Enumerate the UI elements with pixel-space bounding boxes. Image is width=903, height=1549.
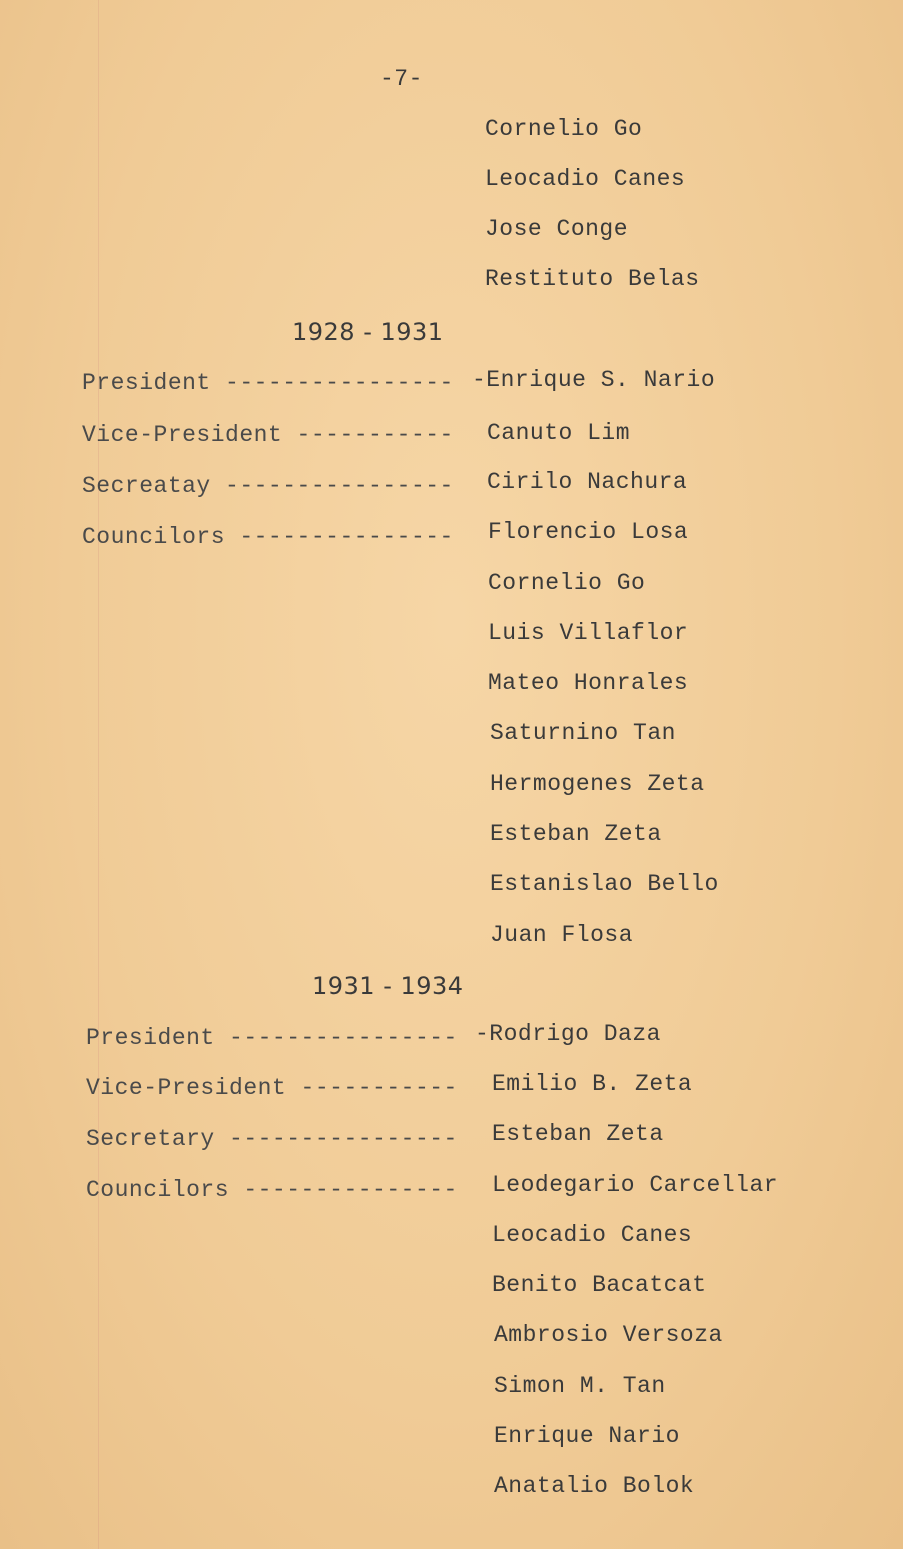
name-line: Leocadio Canes bbox=[485, 166, 686, 192]
secretary-label: Secreatay ---------------- bbox=[82, 473, 454, 499]
secretary-label: Secretary ---------------- bbox=[86, 1126, 458, 1152]
vice-president-name: Emilio B. Zeta bbox=[492, 1071, 693, 1097]
councilors-label: Councilors --------------- bbox=[86, 1177, 458, 1203]
councilor-name: Anatalio Bolok bbox=[494, 1473, 695, 1499]
name-line: Restituto Belas bbox=[485, 266, 700, 292]
vice-president-name: Canuto Lim bbox=[487, 420, 631, 446]
term-heading: 1931 - 1934 bbox=[312, 972, 464, 1000]
president-name: -Rodrigo Daza bbox=[475, 1021, 661, 1047]
councilors-label: Councilors --------------- bbox=[82, 524, 454, 550]
president-label: President ---------------- bbox=[86, 1025, 458, 1051]
councilor-name: Florencio Losa bbox=[488, 519, 689, 545]
president-name: -Enrique S. Nario bbox=[472, 367, 716, 393]
councilor-name: Cornelio Go bbox=[488, 570, 646, 596]
councilor-name: Esteban Zeta bbox=[490, 821, 662, 847]
councilor-name: Hermogenes Zeta bbox=[490, 771, 705, 797]
councilor-name: Benito Bacatcat bbox=[492, 1272, 707, 1298]
page-number: -7- bbox=[380, 66, 423, 92]
name-line: Cornelio Go bbox=[485, 116, 643, 142]
councilor-name: Luis Villaflor bbox=[488, 620, 689, 646]
name-line: Jose Conge bbox=[485, 216, 629, 242]
secretary-name: Cirilo Nachura bbox=[487, 469, 688, 495]
councilor-name: Mateo Honrales bbox=[488, 670, 689, 696]
councilor-name: Saturnino Tan bbox=[490, 720, 676, 746]
councilor-name: Juan Flosa bbox=[490, 922, 634, 948]
president-label: President ---------------- bbox=[82, 370, 454, 396]
councilor-name: Ambrosio Versoza bbox=[494, 1322, 723, 1348]
vice-president-label: Vice-President ----------- bbox=[86, 1075, 458, 1101]
councilor-name: Estanislao Bello bbox=[490, 871, 719, 897]
councilor-name: Enrique Nario bbox=[494, 1423, 680, 1449]
councilor-name: Simon M. Tan bbox=[494, 1373, 666, 1399]
councilor-name: Leodegario Carcellar bbox=[492, 1172, 779, 1198]
vice-president-label: Vice-President ----------- bbox=[82, 422, 454, 448]
secretary-name: Esteban Zeta bbox=[492, 1121, 664, 1147]
margin-line bbox=[98, 0, 99, 1549]
councilor-name: Leocadio Canes bbox=[492, 1222, 693, 1248]
term-heading: 1928 - 1931 bbox=[292, 318, 444, 346]
